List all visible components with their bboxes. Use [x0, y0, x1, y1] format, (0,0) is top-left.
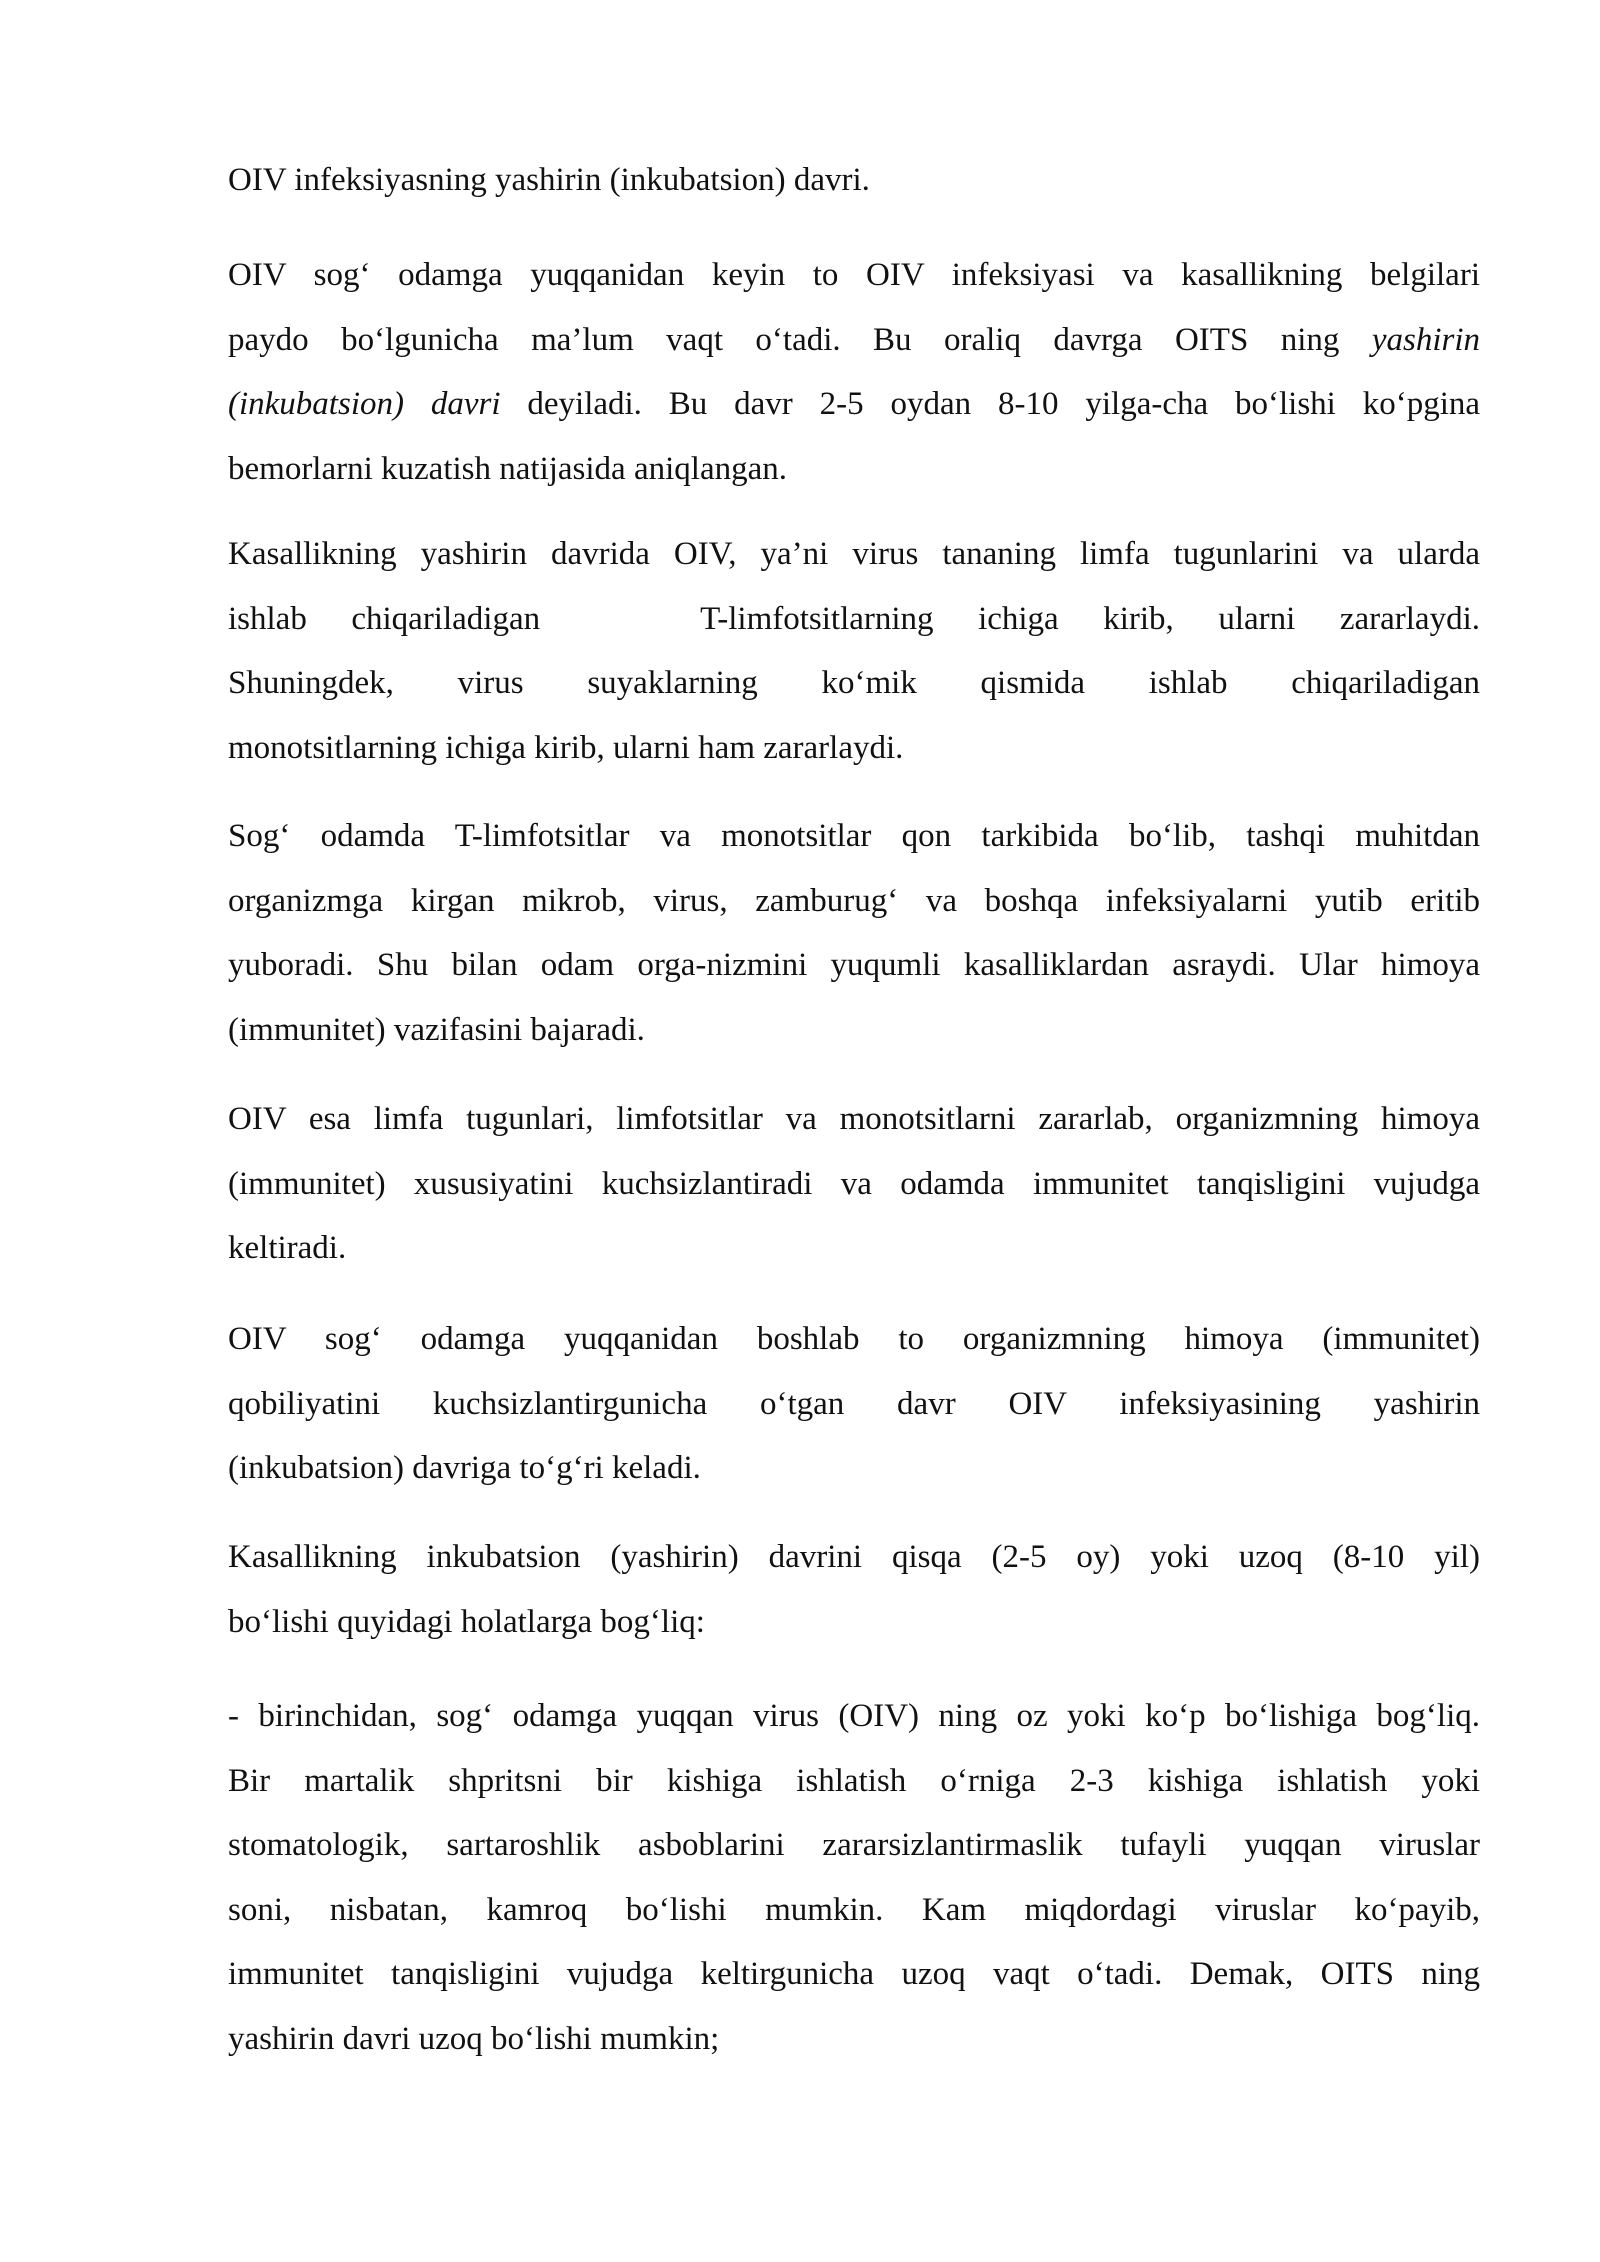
- p7-line-4: soni, nisbatan, kamroq bo‘lishi mumkin. Kam miqdordagi viruslar ko‘payib,: [228, 1891, 1480, 1928]
- p3-line-1: Sog‘ odamda T-limfotsitlar va monotsitlar qon tarkibida bo‘lib, tashqi muhitdan: [228, 818, 1480, 854]
- p5-line-3: (inkubatsion) davriga to‘g‘ri keladi.: [228, 1450, 701, 1486]
- paragraph-1: [228, 243, 1480, 501]
- p5-line-2: qobiliyatini kuchsizlantirgunicha o‘tgan davr OIV infeksiyasining yashirin: [228, 1385, 1480, 1422]
- p3-line-4: (immunitet) vazifasini bajaradi.: [228, 1011, 645, 1048]
- paragraph-2: [228, 522, 1480, 780]
- p5-line-1: OIV sog‘ odamga yuqqanidan boshlab to organizmning himoya (immunitet): [228, 1321, 1480, 1357]
- p4-line-2: (immunitet) xususiyatini kuchsizlantiradi va odamda immunitet tanqisligini vujudga: [228, 1165, 1480, 1202]
- p4-line-3: keltiradi.: [228, 1230, 347, 1266]
- paragraph-4: [228, 1087, 1480, 1281]
- p7-line-5: immunitet tanqisligini vujudga keltirgunicha uzoq vaqt o‘tadi. Demak, OITS ning: [228, 1956, 1480, 1992]
- p6-line-2: bo‘lishi quyidagi holatlarga bog‘liq:: [228, 1603, 705, 1640]
- p2-line-1: Kasallikning yashirin davrida OIV, ya’ni virus tananing limfa tugunlarini va ularda: [228, 536, 1480, 572]
- p1-line-3: (inkubatsion) davri deyiladi. Bu davr 2-5 oydan 8-10 yilga-cha bo‘lishi ko‘pgina: [228, 386, 1481, 422]
- section-heading: OIV infeksiyasning yashirin (inkubatsion) davri.: [228, 162, 870, 198]
- p1-line-1: OIV sog‘ odamga yuqqanidan keyin to OIV infeksiyasi va kasallikning belgilari: [228, 257, 1480, 293]
- p3-line-3: yuboradi. Shu bilan odam orga-nizmini yuqumli kasalliklardan asraydi. Ular himoya: [228, 947, 1480, 983]
- p7-line-2: Bir martalik shpritsni bir kishiga ishlatish o‘rniga 2-3 kishiga ishlatish yoki: [228, 1762, 1480, 1799]
- p1-line-2: paydo bo‘lgunicha ma’lum vaqt o‘tadi. Bu oraliq davrga OITS ning yashirin: [228, 321, 1480, 358]
- paragraph-7: [228, 1684, 1480, 2071]
- p7-line-3: stomatologik, sartaroshlik asboblarini zararsizlantirmaslik tufayli yuqqan viruslar: [228, 1827, 1480, 1863]
- italic-term: yashirin: [1371, 321, 1480, 358]
- p2-line-4: monotsitlarning ichiga kirib, ularni ham zararlaydi.: [228, 729, 904, 766]
- paragraph-5: [228, 1307, 1480, 1501]
- p7-line-6: yashirin davri uzoq bo‘lishi mumkin;: [228, 2020, 720, 2057]
- p2-line-2: ishlab chiqariladigan T-limfotsitlarning ichiga kirib, ularni zararlaydi.: [228, 600, 1480, 637]
- p2-line-3: Shuningdek, virus suyaklarning ko‘mik qismida ishlab chiqariladigan: [228, 665, 1480, 701]
- paragraph-6: [228, 1525, 1480, 1654]
- paragraph-3: [228, 804, 1480, 1062]
- p4-line-1: OIV esa limfa tugunlari, limfotsitlar va monotsitlarni zararlab, organizmning himoya: [228, 1101, 1480, 1137]
- italic-term: (inkubatsion) davri: [228, 386, 501, 422]
- p6-line-1: Kasallikning inkubatsion (yashirin) davrini qisqa (2-5 oy) yoki uzoq (8-10 yil): [228, 1539, 1480, 1575]
- p3-line-2: organizmga kirgan mikrob, virus, zamburug‘ va boshqa infeksiyalarni yutib eritib: [228, 882, 1480, 919]
- p1-line-4: bemorlarni kuzatish natijasida aniqlangan.: [228, 450, 787, 487]
- p7-line-1: - birinchidan, sog‘ odamga yuqqan virus (OIV) ning oz yoki ko‘p bo‘lishiga bog‘liq.: [228, 1698, 1480, 1734]
